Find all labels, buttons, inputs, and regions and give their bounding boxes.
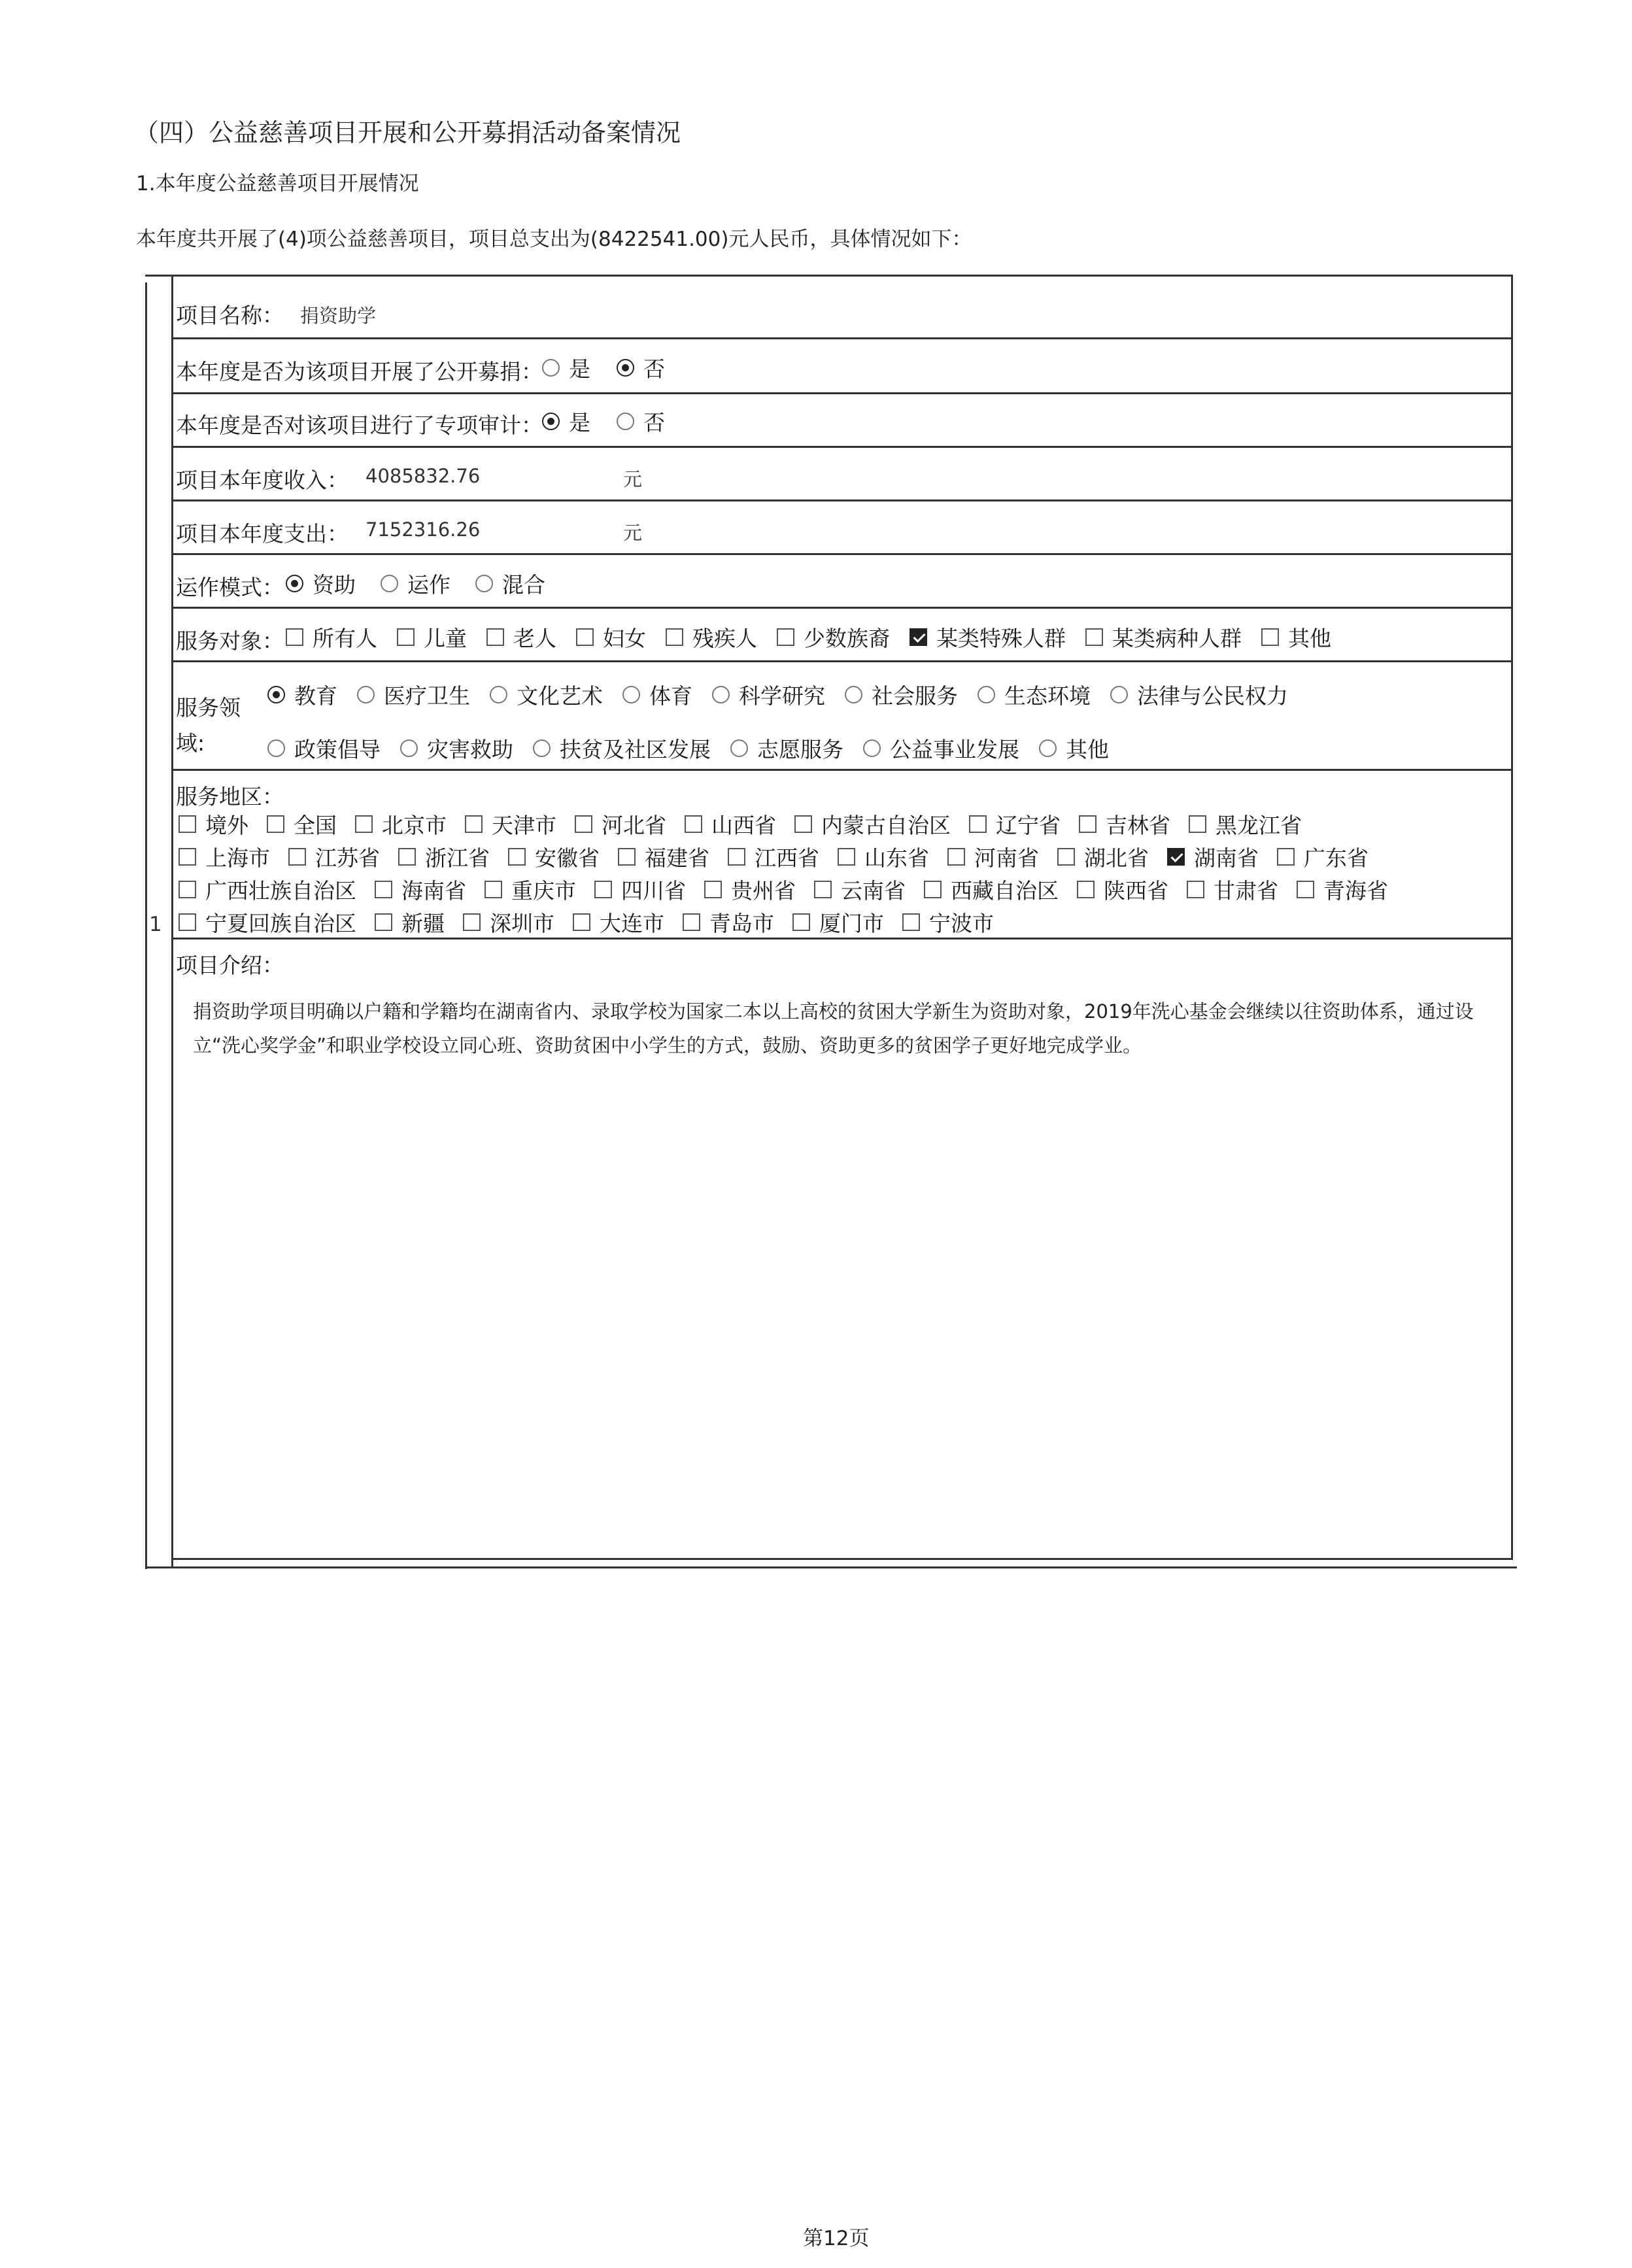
checkbox-option[interactable] bbox=[286, 622, 377, 652]
radio-option[interactable] bbox=[730, 733, 843, 764]
region-option[interactable] bbox=[969, 809, 1061, 839]
option-label: 安徽省 bbox=[535, 845, 600, 871]
checkbox[interactable] bbox=[1079, 815, 1096, 833]
region-option[interactable] bbox=[484, 874, 576, 905]
checkbox-option[interactable] bbox=[1085, 622, 1242, 652]
option-label: 青岛市 bbox=[709, 911, 774, 936]
region-option[interactable] bbox=[178, 907, 356, 938]
option-label: 宁波市 bbox=[929, 911, 994, 936]
audit-options bbox=[542, 406, 691, 437]
region-option[interactable] bbox=[814, 874, 906, 905]
page-number: 第12页 bbox=[803, 2227, 870, 2250]
option-label: 深圳市 bbox=[490, 911, 554, 936]
radio-option[interactable] bbox=[357, 679, 470, 710]
intro-text: 捐资助学项目明确以户籍和学籍均在湖南省内、录取学校为国家二本以上高校的贫困大学新生为资助对象，2019年洗心基金会继续以往资助体系，通过设立“洗心奖学金”和职业学校设立同心班、资助贫困中小学生的方式，鼓励、资助更多的贫困学子更好地完成学业。 bbox=[193, 1000, 1474, 1057]
option-label: 法律与公民权力 bbox=[1137, 683, 1288, 709]
checkbox[interactable] bbox=[685, 815, 702, 833]
checkbox[interactable] bbox=[814, 881, 832, 898]
option-label: 陕西省 bbox=[1104, 878, 1168, 904]
intro-section bbox=[173, 939, 1511, 1558]
project-name-label: 项目名称： bbox=[176, 303, 284, 328]
field-label-line1: 服务领 bbox=[176, 695, 241, 720]
mode-options bbox=[286, 568, 570, 599]
radio-button[interactable] bbox=[730, 739, 748, 757]
option-label: 儿童 bbox=[424, 626, 467, 651]
field-label-line2: 域: bbox=[176, 730, 205, 756]
checkbox[interactable] bbox=[902, 913, 920, 931]
checkbox[interactable] bbox=[666, 628, 683, 646]
radio-button[interactable] bbox=[400, 739, 418, 757]
checkbox-option[interactable] bbox=[486, 622, 556, 652]
field-options-row1 bbox=[267, 679, 1308, 710]
checkbox[interactable] bbox=[794, 815, 812, 833]
option-label: 湖北省 bbox=[1084, 845, 1149, 871]
checkbox[interactable] bbox=[1189, 815, 1206, 833]
checkbox[interactable] bbox=[1297, 881, 1314, 898]
option-label: 公益事业发展 bbox=[890, 737, 1019, 762]
option-label: 四川省 bbox=[621, 878, 686, 904]
checkbox[interactable] bbox=[683, 913, 700, 931]
checkbox[interactable] bbox=[838, 848, 855, 866]
checkbox[interactable] bbox=[508, 848, 526, 866]
radio-button[interactable] bbox=[617, 359, 634, 377]
region-label: 服务地区： bbox=[176, 784, 284, 809]
region-option[interactable] bbox=[704, 874, 796, 905]
option-label: 湖南省 bbox=[1194, 845, 1259, 871]
option-label: 所有人 bbox=[313, 626, 377, 651]
checkbox-option[interactable] bbox=[1261, 622, 1331, 652]
option-label: 是 bbox=[569, 356, 590, 382]
option-label: 否 bbox=[643, 410, 665, 435]
income-row bbox=[173, 448, 1511, 501]
checkbox[interactable] bbox=[575, 815, 592, 833]
option-label: 西藏自治区 bbox=[951, 878, 1059, 904]
region-option[interactable] bbox=[178, 874, 356, 905]
region-option[interactable] bbox=[947, 841, 1039, 872]
field-options-row2 bbox=[267, 733, 1129, 764]
region-option[interactable] bbox=[1187, 874, 1278, 905]
radio-option[interactable] bbox=[712, 679, 825, 710]
radio-button[interactable] bbox=[542, 413, 560, 430]
region-option[interactable] bbox=[573, 907, 664, 938]
checkbox-option[interactable] bbox=[910, 622, 1066, 652]
radio-option[interactable] bbox=[542, 406, 590, 437]
option-label: 全国 bbox=[294, 813, 337, 838]
field-row bbox=[173, 662, 1511, 771]
checkbox-option[interactable] bbox=[397, 622, 467, 652]
option-label: 某类病种人群 bbox=[1112, 626, 1242, 651]
region-option[interactable] bbox=[594, 874, 686, 905]
target-options bbox=[286, 622, 1351, 652]
radio-option[interactable] bbox=[267, 679, 337, 710]
checkbox[interactable] bbox=[594, 881, 612, 898]
radio-button[interactable] bbox=[1039, 739, 1057, 757]
region-option[interactable] bbox=[794, 809, 951, 839]
checkbox[interactable] bbox=[1167, 848, 1185, 866]
option-label: 体育 bbox=[649, 683, 692, 709]
public-fundraising-row bbox=[173, 339, 1511, 394]
option-label: 科学研究 bbox=[739, 683, 825, 709]
region-option[interactable] bbox=[685, 809, 776, 839]
radio-option[interactable] bbox=[286, 568, 356, 599]
checkbox-option[interactable] bbox=[576, 622, 646, 652]
checkbox[interactable] bbox=[947, 848, 965, 866]
checkbox[interactable] bbox=[465, 815, 483, 833]
option-label: 山西省 bbox=[711, 813, 776, 838]
option-label: 北京市 bbox=[382, 813, 447, 838]
region-option[interactable] bbox=[1297, 874, 1388, 905]
option-label: 广东省 bbox=[1304, 845, 1368, 871]
region-option[interactable] bbox=[1079, 809, 1170, 839]
option-label: 山东省 bbox=[864, 845, 929, 871]
option-label: 江苏省 bbox=[315, 845, 380, 871]
option-label: 某类特殊人群 bbox=[936, 626, 1066, 651]
checkbox[interactable] bbox=[1077, 881, 1095, 898]
radio-option[interactable] bbox=[475, 568, 545, 599]
option-label: 吉林省 bbox=[1106, 813, 1170, 838]
checkbox[interactable] bbox=[1261, 628, 1279, 646]
option-label: 文化艺术 bbox=[517, 683, 603, 709]
option-label: 辽宁省 bbox=[996, 813, 1061, 838]
checkbox[interactable] bbox=[1187, 881, 1204, 898]
region-option[interactable] bbox=[398, 841, 490, 872]
public-fundraising-label: 本年度是否为该项目开展了公开募捐： bbox=[176, 359, 543, 384]
option-label: 教育 bbox=[294, 683, 337, 709]
checkbox[interactable] bbox=[398, 848, 416, 866]
expense-row bbox=[173, 501, 1511, 555]
checkbox[interactable] bbox=[288, 848, 306, 866]
option-label: 厦门市 bbox=[819, 911, 884, 936]
option-label: 老人 bbox=[513, 626, 556, 651]
radio-option[interactable] bbox=[863, 733, 1019, 764]
option-label: 上海市 bbox=[205, 845, 270, 871]
option-label: 政策倡导 bbox=[294, 737, 381, 762]
region-option[interactable] bbox=[375, 907, 445, 938]
target-label: 服务对象： bbox=[176, 628, 284, 654]
region-option[interactable] bbox=[465, 809, 556, 839]
option-label: 新疆 bbox=[401, 911, 445, 936]
checkbox[interactable] bbox=[1277, 848, 1295, 866]
public-fundraising-options bbox=[542, 352, 691, 383]
checkbox[interactable] bbox=[267, 815, 284, 833]
region-option[interactable] bbox=[178, 809, 248, 839]
option-label: 生态环境 bbox=[1004, 683, 1091, 709]
option-label: 境外 bbox=[205, 813, 248, 838]
checkbox[interactable] bbox=[286, 628, 303, 646]
option-label: 残疾人 bbox=[692, 626, 757, 651]
radio-option[interactable] bbox=[533, 733, 711, 764]
radio-option[interactable] bbox=[381, 568, 450, 599]
checkbox[interactable] bbox=[1057, 848, 1075, 866]
project-name-value: 捐资助学 bbox=[300, 305, 377, 327]
radio-button[interactable] bbox=[617, 413, 634, 430]
option-label: 少数族裔 bbox=[804, 626, 890, 651]
region-option[interactable] bbox=[1189, 809, 1302, 839]
summary-text: 本年度共开展了(4)项公益慈善项目，项目总支出为(8422541.00)元人民币，具体情况如下： bbox=[136, 228, 972, 251]
option-label: 其他 bbox=[1066, 737, 1109, 762]
region-row bbox=[173, 771, 1511, 939]
radio-button[interactable] bbox=[978, 686, 995, 703]
radio-button[interactable] bbox=[267, 686, 285, 703]
radio-option[interactable] bbox=[1110, 679, 1288, 710]
checkbox[interactable] bbox=[486, 628, 504, 646]
checkbox[interactable] bbox=[576, 628, 594, 646]
option-label: 社会服务 bbox=[872, 683, 958, 709]
checkbox[interactable] bbox=[484, 881, 502, 898]
checkbox[interactable] bbox=[397, 628, 415, 646]
option-label: 资助 bbox=[313, 572, 356, 598]
option-label: 医疗卫生 bbox=[384, 683, 470, 709]
region-option[interactable] bbox=[838, 841, 929, 872]
region-option[interactable] bbox=[618, 841, 709, 872]
radio-button[interactable] bbox=[845, 686, 862, 703]
mode-label: 运作模式： bbox=[176, 575, 284, 600]
checkbox[interactable] bbox=[573, 913, 590, 931]
table-bottom-border bbox=[145, 1566, 1517, 1568]
checkbox[interactable] bbox=[924, 881, 942, 898]
region-option[interactable] bbox=[575, 809, 666, 839]
row-number: 1 bbox=[149, 913, 162, 936]
option-label: 海南省 bbox=[401, 878, 466, 904]
option-label: 浙江省 bbox=[425, 845, 490, 871]
radio-button[interactable] bbox=[475, 575, 493, 592]
checkbox-option[interactable] bbox=[777, 622, 890, 652]
checkbox[interactable] bbox=[375, 881, 392, 898]
radio-button[interactable] bbox=[267, 739, 285, 757]
option-label: 灾害救助 bbox=[427, 737, 513, 762]
radio-button[interactable] bbox=[357, 686, 375, 703]
option-label: 广西壮族自治区 bbox=[205, 878, 356, 904]
option-label: 宁夏回族自治区 bbox=[205, 911, 356, 936]
option-label: 云南省 bbox=[841, 878, 906, 904]
radio-button[interactable] bbox=[863, 739, 881, 757]
option-label: 甘肃省 bbox=[1214, 878, 1278, 904]
checkbox[interactable] bbox=[910, 628, 927, 646]
income-unit: 元 bbox=[623, 468, 643, 490]
region-line bbox=[178, 907, 1012, 938]
option-label: 扶贫及社区发展 bbox=[560, 737, 711, 762]
option-label: 大连市 bbox=[600, 911, 664, 936]
option-label: 江西省 bbox=[755, 845, 819, 871]
region-option[interactable] bbox=[902, 907, 994, 938]
region-option[interactable] bbox=[1277, 841, 1368, 872]
radio-option[interactable] bbox=[1039, 733, 1109, 764]
option-label: 福建省 bbox=[645, 845, 709, 871]
radio-button[interactable] bbox=[490, 686, 507, 703]
radio-button[interactable] bbox=[622, 686, 640, 703]
option-label: 河南省 bbox=[974, 845, 1039, 871]
region-option[interactable] bbox=[508, 841, 600, 872]
checkbox[interactable] bbox=[728, 848, 745, 866]
region-line bbox=[178, 841, 1387, 872]
region-option[interactable] bbox=[355, 809, 447, 839]
checkbox[interactable] bbox=[777, 628, 794, 646]
option-label: 黑龙江省 bbox=[1216, 813, 1302, 838]
checkbox[interactable] bbox=[618, 848, 636, 866]
region-line bbox=[178, 809, 1320, 839]
region-line bbox=[178, 874, 1406, 905]
region-option[interactable] bbox=[792, 907, 884, 938]
radio-option[interactable] bbox=[845, 679, 958, 710]
option-label: 是 bbox=[569, 410, 590, 435]
region-option[interactable] bbox=[924, 874, 1059, 905]
project-form bbox=[171, 275, 1513, 1560]
radio-option[interactable] bbox=[542, 352, 590, 383]
checkbox[interactable] bbox=[1085, 628, 1103, 646]
option-label: 内蒙古自治区 bbox=[821, 813, 951, 838]
region-option[interactable] bbox=[1057, 841, 1149, 872]
radio-button[interactable] bbox=[712, 686, 730, 703]
radio-option[interactable] bbox=[622, 679, 692, 710]
checkbox[interactable] bbox=[355, 815, 373, 833]
checkbox[interactable] bbox=[178, 848, 196, 866]
audit-label: 本年度是否对该项目进行了专项审计： bbox=[176, 413, 543, 438]
option-label: 天津市 bbox=[492, 813, 556, 838]
option-label: 青海省 bbox=[1323, 878, 1388, 904]
option-label: 河北省 bbox=[602, 813, 666, 838]
mode-row bbox=[173, 555, 1511, 609]
region-option[interactable] bbox=[375, 874, 466, 905]
option-label: 妇女 bbox=[603, 626, 646, 651]
project-name-row bbox=[173, 277, 1511, 339]
region-option[interactable] bbox=[683, 907, 774, 938]
region-option[interactable] bbox=[267, 809, 337, 839]
region-option[interactable] bbox=[728, 841, 819, 872]
option-label: 混合 bbox=[502, 572, 545, 598]
radio-option[interactable] bbox=[978, 679, 1091, 710]
region-option[interactable] bbox=[1167, 841, 1259, 872]
radio-option[interactable] bbox=[267, 733, 381, 764]
region-option[interactable] bbox=[288, 841, 380, 872]
radio-option[interactable] bbox=[490, 679, 603, 710]
radio-button[interactable] bbox=[381, 575, 398, 592]
checkbox[interactable] bbox=[792, 913, 810, 931]
income-label: 项目本年度收入： bbox=[176, 467, 348, 493]
option-label: 运作 bbox=[407, 572, 450, 598]
expense-label: 项目本年度支出： bbox=[176, 521, 348, 547]
radio-button[interactable] bbox=[533, 739, 551, 757]
checkbox[interactable] bbox=[178, 881, 196, 898]
option-label: 贵州省 bbox=[731, 878, 796, 904]
checkbox[interactable] bbox=[969, 815, 987, 833]
radio-button[interactable] bbox=[542, 359, 560, 377]
subsection-heading: 1.本年度公益慈善项目开展情况 bbox=[136, 172, 419, 195]
intro-label: 项目介绍： bbox=[176, 953, 284, 978]
option-label: 重庆市 bbox=[511, 878, 576, 904]
radio-button[interactable] bbox=[1110, 686, 1128, 703]
region-option[interactable] bbox=[178, 841, 270, 872]
radio-option[interactable] bbox=[400, 733, 513, 764]
option-label: 否 bbox=[643, 356, 665, 382]
audit-row bbox=[173, 394, 1511, 448]
radio-option[interactable] bbox=[617, 352, 665, 383]
expense-unit: 元 bbox=[623, 522, 643, 544]
table-left-border bbox=[145, 282, 147, 1569]
option-label: 志愿服务 bbox=[757, 737, 843, 762]
checkbox[interactable] bbox=[463, 913, 481, 931]
radio-button[interactable] bbox=[286, 575, 303, 592]
option-label: 其他 bbox=[1288, 626, 1331, 651]
income-value: 4085832.76 bbox=[366, 465, 481, 487]
checkbox[interactable] bbox=[178, 913, 196, 931]
radio-option[interactable] bbox=[617, 406, 665, 437]
expense-value: 7152316.26 bbox=[366, 518, 481, 541]
checkbox[interactable] bbox=[178, 815, 196, 833]
checkbox[interactable] bbox=[375, 913, 392, 931]
checkbox[interactable] bbox=[704, 881, 722, 898]
target-row bbox=[173, 609, 1511, 662]
region-option[interactable] bbox=[463, 907, 554, 938]
region-option[interactable] bbox=[1077, 874, 1168, 905]
section-heading: （四）公益慈善项目开展和公开募捐活动备案情况 bbox=[134, 118, 681, 147]
checkbox-option[interactable] bbox=[666, 622, 757, 652]
